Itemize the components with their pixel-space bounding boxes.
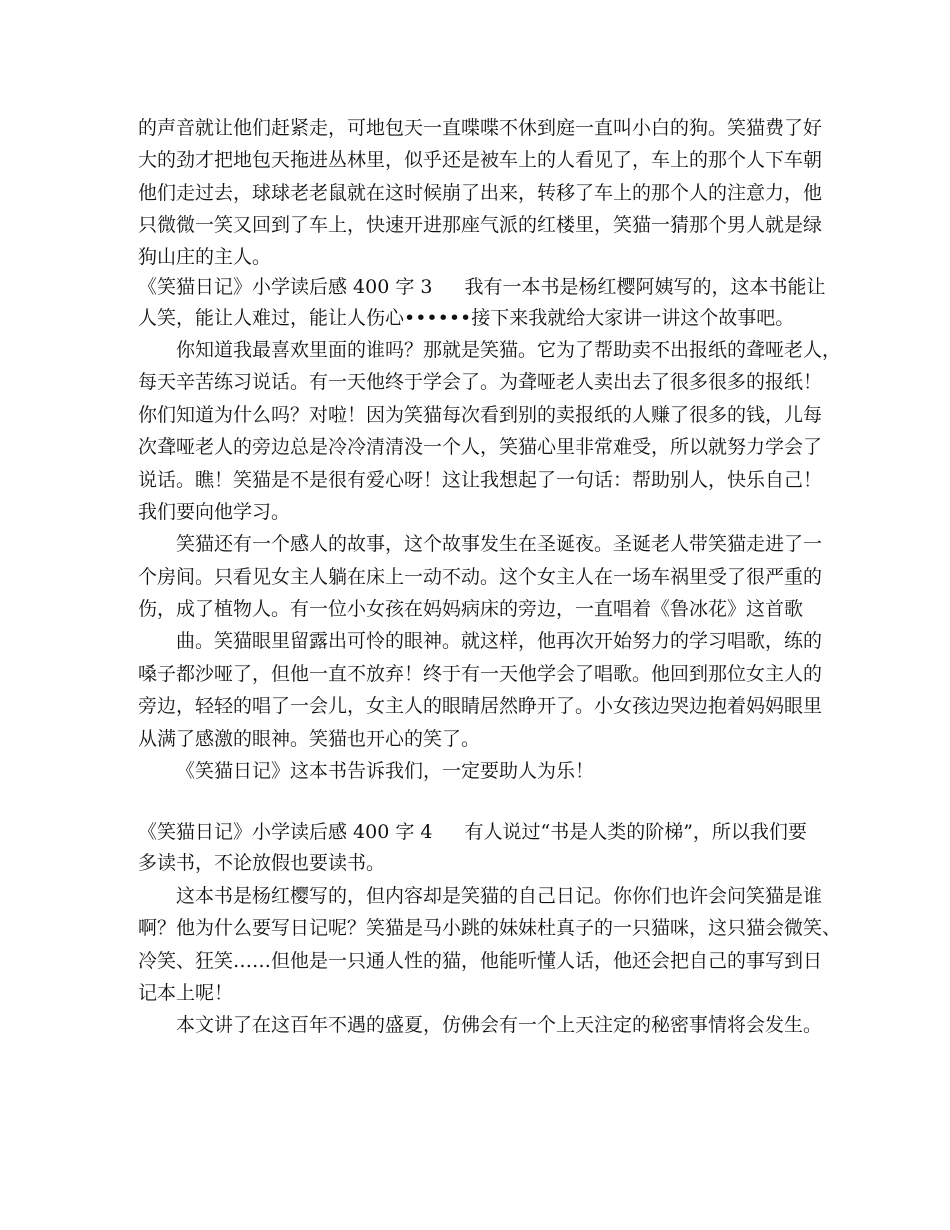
text-line: 的声音就让他们赶紧走，可地包天一直喋喋不休到庭一直叫小白的狗。笑猫费了好 [138,117,823,139]
text-line: 大的劲才把地包天拖进丛林里，似乎还是被车上的人看见了，车上的那个人下车朝 [138,149,823,172]
text-line: 嗓子都沙哑了，但他一直不放弃！终于有一天他学会了唱歌。他回到那位女主人的 [138,662,823,685]
text-line: 说话。瞧！笑猫是不是很有爱心呀！这让我想起了一句话：帮助别人，快乐自己！ [138,468,823,491]
text-line [138,787,828,817]
text-line: 冷笑、狂笑……但他是一只通人性的猫，他能听懂人话，他还会把自己的事写到日 [138,949,823,972]
text-line: 记本上呢！ [138,981,234,1004]
text-line: 啊？他为什么要写日记呢？笑猫是马小跳的妹妹杜真子的一只猫咪，这只猫会微笑、 [138,917,842,940]
text-line: 每天辛苦练习说话。有一天他终于学会了。为聋哑老人卖出去了很多很多的报纸！ [138,371,823,394]
section-3-heading: 《笑猫日记》小学读后感 400 字 3 [138,275,433,298]
text-line: 他们走过去，球球老老鼠就在这时候崩了出来，转移了车上的那个人的注意力，他 [138,181,823,204]
text-line: 人笑，能让人难过，能让人伤心••••••接下来我就给大家讲一讲这个故事吧。 [138,306,795,329]
paragraph-start: 你知道我最喜欢里面的谁吗？那就是笑猫。它为了帮助卖不出报纸的聋哑老人， [176,338,842,361]
text-line: 旁边，轻轻的唱了一会儿，女主人的眼睛居然睁开了。小女孩边哭边抱着妈妈眼里 [138,695,823,718]
text-line: 伤，成了植物人。有一位小女孩在妈妈病床的旁边，一直唱着《鲁冰花》这首歌 [138,598,804,621]
text-line: 个房间。只看见女主人躺在床上一动不动。这个女主人在一场车祸里受了很严重的 [138,565,823,588]
section-3-first-line: 我有一本书是杨红樱阿姨写的，这本书能让 [464,275,826,298]
section-4-heading-line [138,817,828,847]
paragraph-start: 这本书是杨红樱写的，但内容却是笑猫的自己日记。你你们也许会问笑猫是谁 [176,884,823,907]
text-line: 次聋哑老人的旁边总是冷冷清清没一个人，笑猫心里非常难受，所以就努力学会了 [138,436,823,459]
text-line: 多读书，不论放假也要读书。 [138,852,386,875]
paragraph-start: 曲。笑猫眼里留露出可怜的眼神。就这样，他再次开始努力的学习唱歌，练的 [176,630,823,653]
paragraph-start: 笑猫还有一个感人的故事，这个故事发生在圣诞夜。圣诞老人带笑猫走进了一 [176,533,823,556]
section-3-heading-line [138,272,828,302]
text-line: 只微微一笑又回到了车上，快速开进那座气派的红楼里，笑猫一猜那个男人就是绿 [138,214,823,237]
text-line: 从满了感激的眼神。笑猫也开心的笑了。 [138,727,481,750]
article-body [138,112,842,1042]
paragraph-start: 《笑猫日记》这本书告诉我们，一定要助人为乐！ [176,760,595,783]
text-line: 你们知道为什么吗？对啦！因为笑猫每次看到别的卖报纸的人赚了很多的钱，儿每 [138,403,823,426]
section-4-heading: 《笑猫日记》小学读后感 400 字 4 [138,821,433,844]
section-4-first-line: 有人说过“书是人类的阶梯”，所以我们要 [464,821,807,844]
text-line: 狗山庄的主人。 [138,245,272,268]
paragraph-start: 本文讲了在这百年不遇的盛夏，仿佛会有一个上天注定的秘密事情将会发生。 [176,1014,823,1037]
text-line: 我们要向他学习。 [138,500,291,523]
